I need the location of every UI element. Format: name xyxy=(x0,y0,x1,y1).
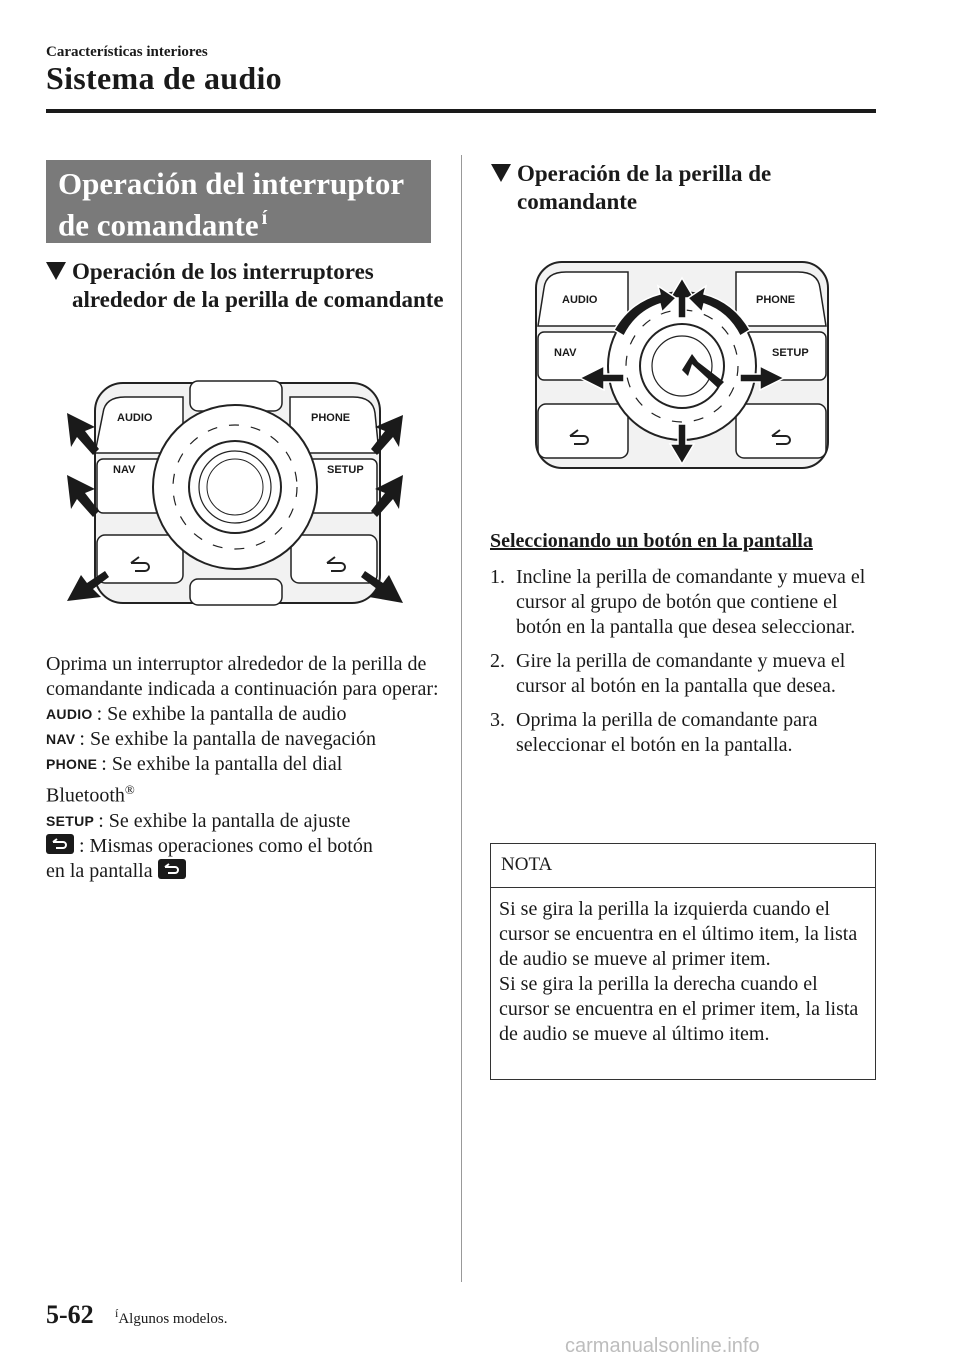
banner-line-2: de comandante $^í$ xyxy=(58,207,268,243)
fig-label-phone: PHONE xyxy=(756,294,796,306)
right-subheading: Operación de la perilla de comandante xyxy=(491,160,881,216)
triangle-bullet-icon xyxy=(491,164,511,182)
watermark: carmanualsonline.info xyxy=(565,1335,760,1357)
nav-keyword: NAV xyxy=(46,731,76,747)
note-paragraph-2: Si se gira la perilla la derecha cuando el cursor se encuentra en el primer item, la lista de audio se mueve al último item. xyxy=(499,973,859,1045)
fig-label-audio: AUDIO xyxy=(562,294,598,306)
intro-paragraph: Oprima un interruptor alrededor de la perilla de comandante indicada a continuación para operar: xyxy=(46,653,439,700)
back-icon xyxy=(46,834,74,854)
item-back-cont: en la pantalla xyxy=(46,859,446,884)
audio-keyword: AUDIO xyxy=(46,706,93,722)
fig-label-setup: SETUP xyxy=(772,347,809,359)
commander-switch-figure xyxy=(65,375,405,615)
column-divider xyxy=(461,155,462,1282)
breadcrumb: Características interiores xyxy=(46,44,208,60)
fig-label-nav: NAV xyxy=(554,347,577,359)
registered-mark: ® xyxy=(124,782,135,797)
fig-label-audio: AUDIO xyxy=(117,412,153,424)
item-audio: AUDIO : Se exhibe la pantalla de audio xyxy=(46,703,347,725)
note-paragraph-1: Si se gira la perilla la izquierda cuando el cursor se encuentra en el último item, la lista de audio se mueve al primer item. xyxy=(499,898,858,970)
item-phone: PHONE : Se exhibe la pantalla del dial xyxy=(46,753,343,775)
item-phone-cont: Bluetooth® xyxy=(46,782,135,807)
fig-label-nav: NAV xyxy=(113,464,136,476)
section-title: Sistema de audio xyxy=(46,60,282,96)
setup-keyword: SETUP xyxy=(46,812,95,829)
header-rule xyxy=(46,109,876,113)
fig-label-phone: PHONE xyxy=(311,412,351,424)
step-item: 1. Incline la perilla de comandante y mueva el cursor al grupo de botón que contiene el botón en la pantalla que desea seleccionar. xyxy=(490,566,866,638)
left-body xyxy=(46,652,446,884)
step-item: 3. Oprima la perilla de comandante para seleccionar el botón en la pantalla. xyxy=(490,709,818,756)
triangle-bullet-icon xyxy=(46,262,66,280)
item-setup: SETUP : Se exhibe la pantalla de ajuste xyxy=(46,809,351,832)
item-nav: NAV : Se exhibe la pantalla de navegación xyxy=(46,728,376,750)
optional-feature-star: í xyxy=(261,207,268,229)
item-back: : Mismas operaciones como el botón xyxy=(46,834,446,859)
commander-knob-figure xyxy=(532,258,832,473)
step-item: 2. Gire la perilla de comandante y mueva el cursor al botón en la pantalla que desea. xyxy=(490,650,846,697)
note-body xyxy=(491,888,875,1056)
topic-banner xyxy=(46,160,431,243)
steps-list xyxy=(490,565,875,767)
footer-note: $^í$Algunos modelos. xyxy=(115,1306,228,1327)
optional-feature-star: í xyxy=(115,1306,119,1320)
fig-label-setup: SETUP xyxy=(327,464,364,476)
back-icon xyxy=(158,859,186,879)
phone-keyword: PHONE xyxy=(46,756,98,772)
page-number: 5-62 xyxy=(46,1300,94,1329)
note-box xyxy=(490,843,876,1080)
select-title: Seleccionando un botón en la pantalla xyxy=(490,530,813,552)
note-heading: NOTA xyxy=(491,844,875,888)
left-subheading: Operación de los interruptores alrededor de la perilla de comandante xyxy=(46,258,446,314)
banner-line-1: Operación del interruptor xyxy=(58,166,405,201)
